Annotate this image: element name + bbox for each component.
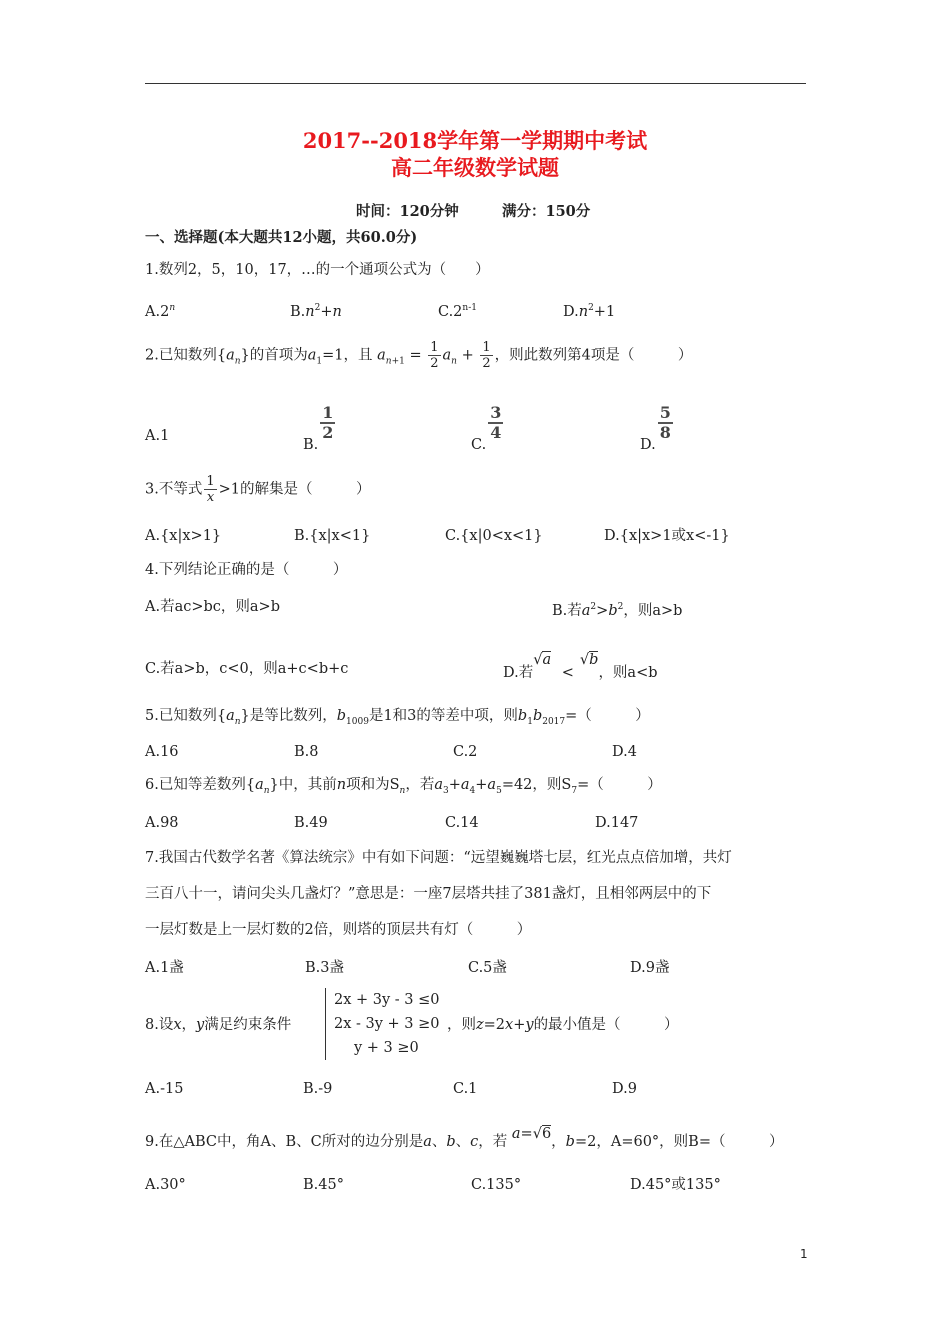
question-1: 1.数列2，5，10，17，…的一个通项公式为（ ） xyxy=(145,262,490,278)
q1-option-b: $B.n^2+n$ xyxy=(290,303,342,320)
q1-option-d: $D.n^2+1$ xyxy=(563,303,616,320)
q2-option-a: A.1 xyxy=(145,428,170,444)
exam-score: 满分：150分 xyxy=(502,203,591,220)
q9-option-d: D.45°或135° xyxy=(630,1177,721,1193)
q6-option-c: C.14 xyxy=(445,815,479,831)
question-3: 3.不等式 $\frac{1}{x}$ >1的解集是（ ） xyxy=(145,474,371,505)
q4-option-b: B.若$a^2>b^2$，则a>b xyxy=(552,602,683,619)
q8-option-a: A.-15 xyxy=(145,1081,184,1097)
q2-option-d: D. $\frac{5}{8}$ xyxy=(640,403,671,453)
q3-option-a: A.{x|x>1} xyxy=(145,528,222,544)
question-9: 9.在△ABC中，角A、B、C所对的边分别是a、b、c，若 a=√6，b=2，A=60°，则B=（ ） xyxy=(145,1126,784,1150)
q4-option-d: D.若√a <√b，则a<b xyxy=(503,652,658,681)
q8-option-d: D.9 xyxy=(612,1081,637,1097)
q1-option-c: C.2$^{n-1}$ xyxy=(438,303,477,320)
question-8: 8.设x，y满足约束条件 xyxy=(145,1017,292,1033)
question-6: 6.已知等差数列$\{a_n\}$中，其前n项和为$S_n$，若$a_3+a_4+a_5=42$，则$S_7=$（ ） xyxy=(145,777,662,796)
question-2: 2.已知数列$\{a_n\}$的首项为$a_1=1$，且 $a_{n+1}$ = $\frac{1}{2}$ $a_n$ + $\frac{1}{2}$ ，则此数列第4项是（ ） xyxy=(145,340,693,371)
q4-option-a: A.若ac>bc，则a>b xyxy=(145,599,280,615)
question-7-line-3: 一层灯数是上一层灯数的2倍，则塔的顶层共有灯（ ） xyxy=(145,922,532,938)
q7-option-d: D.9盏 xyxy=(630,960,670,976)
exam-time: 时间：120分钟 xyxy=(356,203,459,220)
q6-option-b: B.49 xyxy=(294,815,328,831)
section-heading: 一、选择题(本大题共12小题，共60.0分) xyxy=(145,229,418,246)
q2-option-c: C. $\frac{3}{4}$ xyxy=(471,403,502,453)
q9-option-c: C.135° xyxy=(471,1177,522,1193)
header-rule xyxy=(145,83,806,84)
q7-option-b: B.3盏 xyxy=(305,960,344,976)
question-7-line-1: 7.我国古代数学名著《算法统宗》中有如下问题：“远望巍巍塔七层，红光点点倍加增，共灯 xyxy=(145,850,732,866)
question-8-tail: ，则z=2x+y的最小值是（ ） xyxy=(447,1017,679,1033)
question-7-line-2: 三百八十一，请问尖头几盏灯？”意思是：一座7层塔共挂了381盏灯，且相邻两层中的下 xyxy=(145,886,712,902)
q6-option-a: A.98 xyxy=(145,815,179,831)
q2-option-b: B. $\frac{1}{2}$ xyxy=(303,403,334,453)
page-number: 1 xyxy=(800,1247,808,1261)
q5-option-d: D.4 xyxy=(612,744,637,760)
question-4: 4.下列结论正确的是（ ） xyxy=(145,562,348,578)
q3-option-d: D.{x|x>1或x<-1} xyxy=(604,528,730,544)
q9-option-a: A.30° xyxy=(145,1177,186,1193)
q9-option-b: B.45° xyxy=(303,1177,344,1193)
q5-option-b: B.8 xyxy=(294,744,319,760)
q4-option-c: C.若a>b，c<0，则a+c<b+c xyxy=(145,661,349,677)
q5-option-c: C.2 xyxy=(453,744,478,760)
constraint-3: y + 3 ≥0 xyxy=(354,1040,419,1056)
question-5: 5.已知数列$\{a_n\}$是等比数列，$b_{1009}$是1和3的等差中项，则$b_1b_{2017}=$（ ） xyxy=(145,708,650,727)
recurrence-formula: $a_{n+1}$ = $\frac{1}{2}$ $a_n$ + $\frac{1}{2}$ xyxy=(377,340,491,371)
q8-option-b: B.-9 xyxy=(303,1081,333,1097)
q3-option-c: C.{x|0<x<1} xyxy=(445,528,543,544)
q8-option-c: C.1 xyxy=(453,1081,478,1097)
constraint-2: 2x - 3y + 3 ≥0 xyxy=(334,1016,440,1032)
q1-option-a: A.2$^n$ xyxy=(145,303,176,320)
q5-option-a: A.16 xyxy=(145,744,179,760)
exam-title: 2017--2018学年第一学期期中考试 xyxy=(302,128,648,153)
q7-option-c: C.5盏 xyxy=(468,960,507,976)
q3-option-b: B.{x|x<1} xyxy=(294,528,371,544)
exam-subtitle: 高二年级数学试题 xyxy=(391,155,559,180)
q7-option-a: A.1盏 xyxy=(145,960,184,976)
constraint-1: 2x + 3y - 3 ≤0 xyxy=(334,992,440,1008)
constraint-system xyxy=(325,988,440,1060)
q6-option-d: D.147 xyxy=(595,815,639,831)
